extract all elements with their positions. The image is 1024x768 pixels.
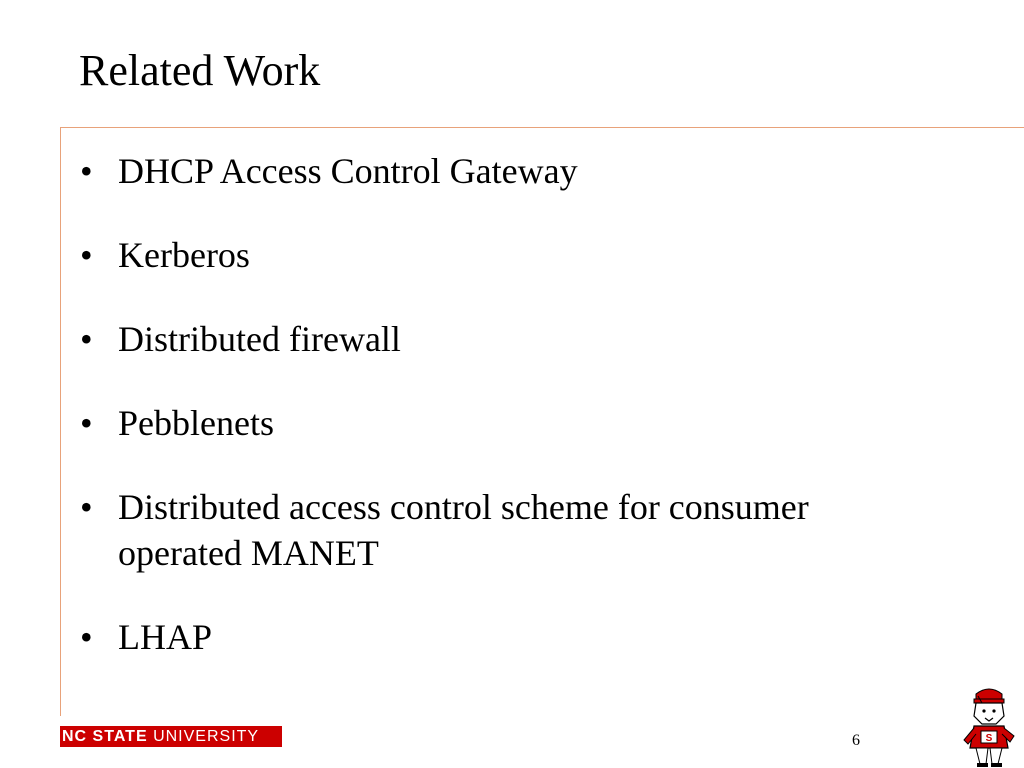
bullet-marker: • — [80, 617, 93, 657]
slide-title: Related Work — [79, 46, 321, 95]
bullet-marker: • — [80, 151, 93, 191]
bullet-marker: • — [80, 403, 93, 443]
bullet-item — [80, 400, 980, 446]
bullet-text: DHCP Access Control Gateway — [118, 151, 578, 191]
bullet-text: Pebblenets — [118, 403, 274, 443]
bullet-text: LHAP — [118, 617, 213, 657]
bullet-marker: • — [80, 319, 93, 359]
nc-state-university-logo — [60, 726, 282, 747]
bullet-item — [80, 232, 980, 278]
bullet-marker: • — [80, 487, 93, 527]
title-divider — [60, 127, 1024, 128]
bullet-text: Distributed firewall — [118, 319, 401, 359]
logo-text-ncstate: NC STATE — [62, 728, 148, 745]
bullet-item — [80, 614, 980, 660]
bullet-item — [80, 148, 980, 194]
bullet-list — [80, 148, 980, 698]
bullet-text: Kerberos — [118, 235, 250, 275]
wolf-mascot-icon — [958, 684, 1020, 768]
left-margin-rule — [60, 127, 61, 716]
page-number: 6 — [852, 732, 860, 749]
bullet-item — [80, 316, 980, 362]
bullet-marker: • — [80, 235, 93, 275]
logo-text-university: UNIVERSITY — [147, 728, 260, 745]
svg-text:S: S — [985, 733, 993, 744]
bullet-item — [80, 484, 818, 576]
bullet-text: Distributed access control scheme for consumer operated MANET — [118, 487, 809, 573]
